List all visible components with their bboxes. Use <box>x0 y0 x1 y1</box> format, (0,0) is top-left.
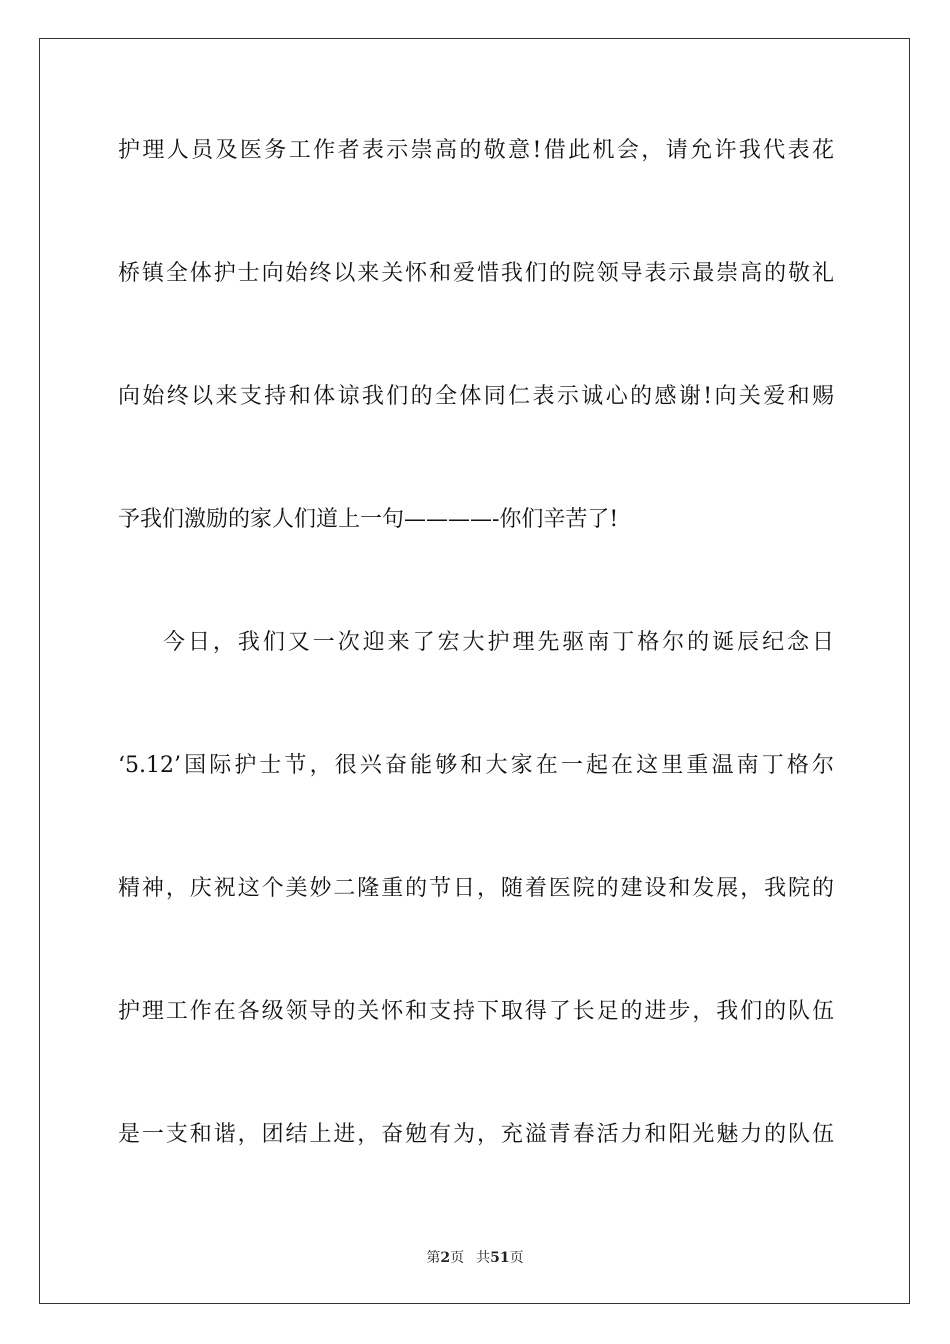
paragraph-line-2: 桥镇全体护士向始终以来关怀和爱惜我们的院领导表示最崇高的敬礼 <box>118 261 834 286</box>
total-prefix: 共 <box>476 1250 491 1266</box>
paragraph-line-3: 向始终以来支持和体谅我们的全体同仁表示诚心的感谢!向关爱和赐 <box>118 384 834 409</box>
page-border <box>39 38 910 1304</box>
paragraph-line-4: 予我们激励的家人们道上一句————-你们辛苦了! <box>118 507 619 532</box>
paragraph-line-5: 今日，我们又一次迎来了宏大护理先驱南丁格尔的诞辰纪念日 <box>163 630 834 655</box>
page-number: 2 <box>440 1250 451 1266</box>
total-pages: 51 <box>490 1250 510 1266</box>
paragraph-line-9: 是一支和谐，团结上进，奋勉有为，充溢青春活力和阳光魅力的队伍 <box>118 1122 834 1147</box>
total-suffix: 页 <box>509 1250 524 1266</box>
paragraph-line-6: ‘5.12’国际护士节，很兴奋能够和大家在一起在这里重温南丁格尔 <box>118 753 834 778</box>
paragraph-line-7: 精神，庆祝这个美妙二隆重的节日，随着医院的建设和发展，我院的 <box>118 876 834 901</box>
page-prefix: 第 <box>426 1250 441 1266</box>
page-suffix: 页 <box>450 1250 465 1266</box>
page-footer <box>0 1248 950 1268</box>
paragraph-line-8: 护理工作在各级领导的关怀和支持下取得了长足的进步，我们的队伍 <box>118 999 834 1024</box>
paragraph-line-1: 护理人员及医务工作者表示崇高的敬意!借此机会，请允许我代表花 <box>118 138 834 163</box>
